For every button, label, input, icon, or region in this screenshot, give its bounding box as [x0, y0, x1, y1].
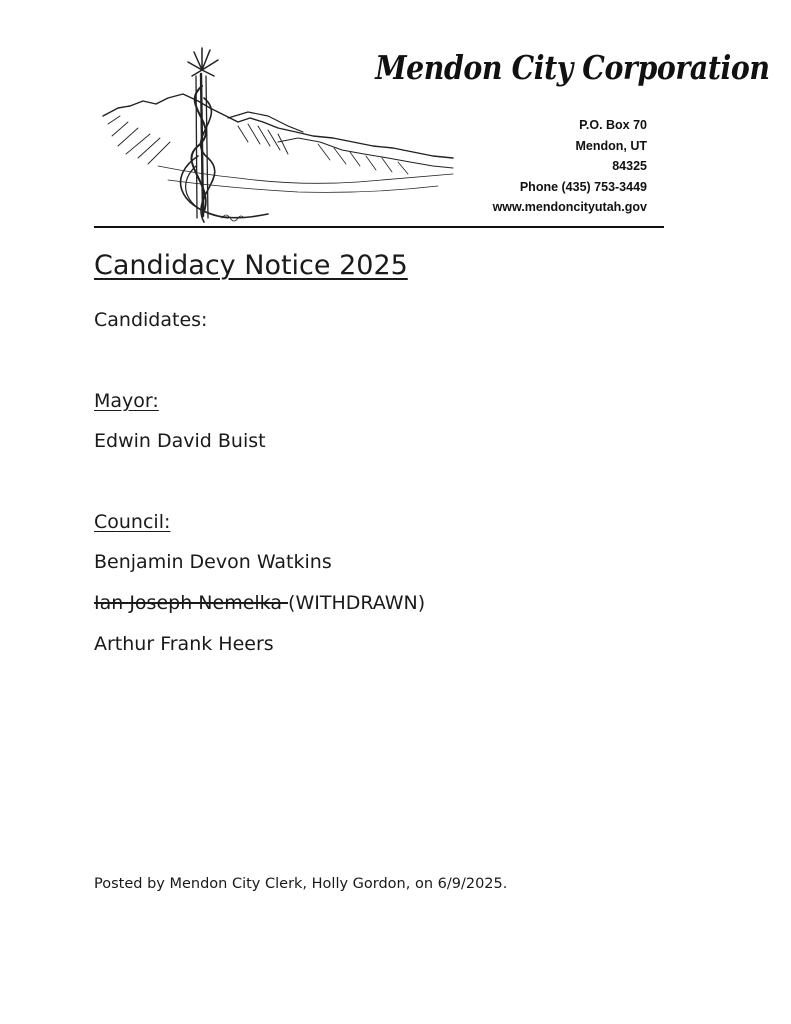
- mayor-heading: Mayor:: [94, 390, 159, 412]
- candidates-label: Candidates:: [94, 309, 208, 331]
- address-city-state: Mendon, UT: [575, 138, 647, 153]
- address-po-box: P.O. Box 70: [579, 118, 647, 132]
- candidate-name-struck: Ian Joseph Nemelka: [94, 592, 282, 614]
- candidate-name: Benjamin Devon Watkins: [94, 551, 332, 573]
- address-zip: 84325: [612, 159, 647, 173]
- address-block: [493, 115, 647, 218]
- candidate-name: Arthur Frank Heers: [94, 633, 274, 655]
- posted-by-note: Posted by Mendon City Clerk, Holly Gordon, on 6/9/2025.: [94, 876, 508, 892]
- letterhead: [94, 40, 770, 230]
- council-heading: Council:: [94, 511, 171, 533]
- withdrawn-note: (WITHDRAWN): [288, 592, 426, 614]
- council-candidate: [94, 551, 332, 573]
- address-website: www.mendoncityutah.gov: [492, 200, 647, 214]
- address-phone: Phone (435) 753-3449: [519, 179, 647, 194]
- mayor-candidate: Edwin David Buist: [94, 430, 266, 452]
- council-candidate-withdrawn: [94, 592, 425, 614]
- organization-name: Mendon City Corporation: [375, 48, 770, 87]
- letterhead-divider: [94, 226, 664, 228]
- notice-title: Candidacy Notice 2025: [94, 250, 408, 281]
- council-candidate: [94, 633, 274, 655]
